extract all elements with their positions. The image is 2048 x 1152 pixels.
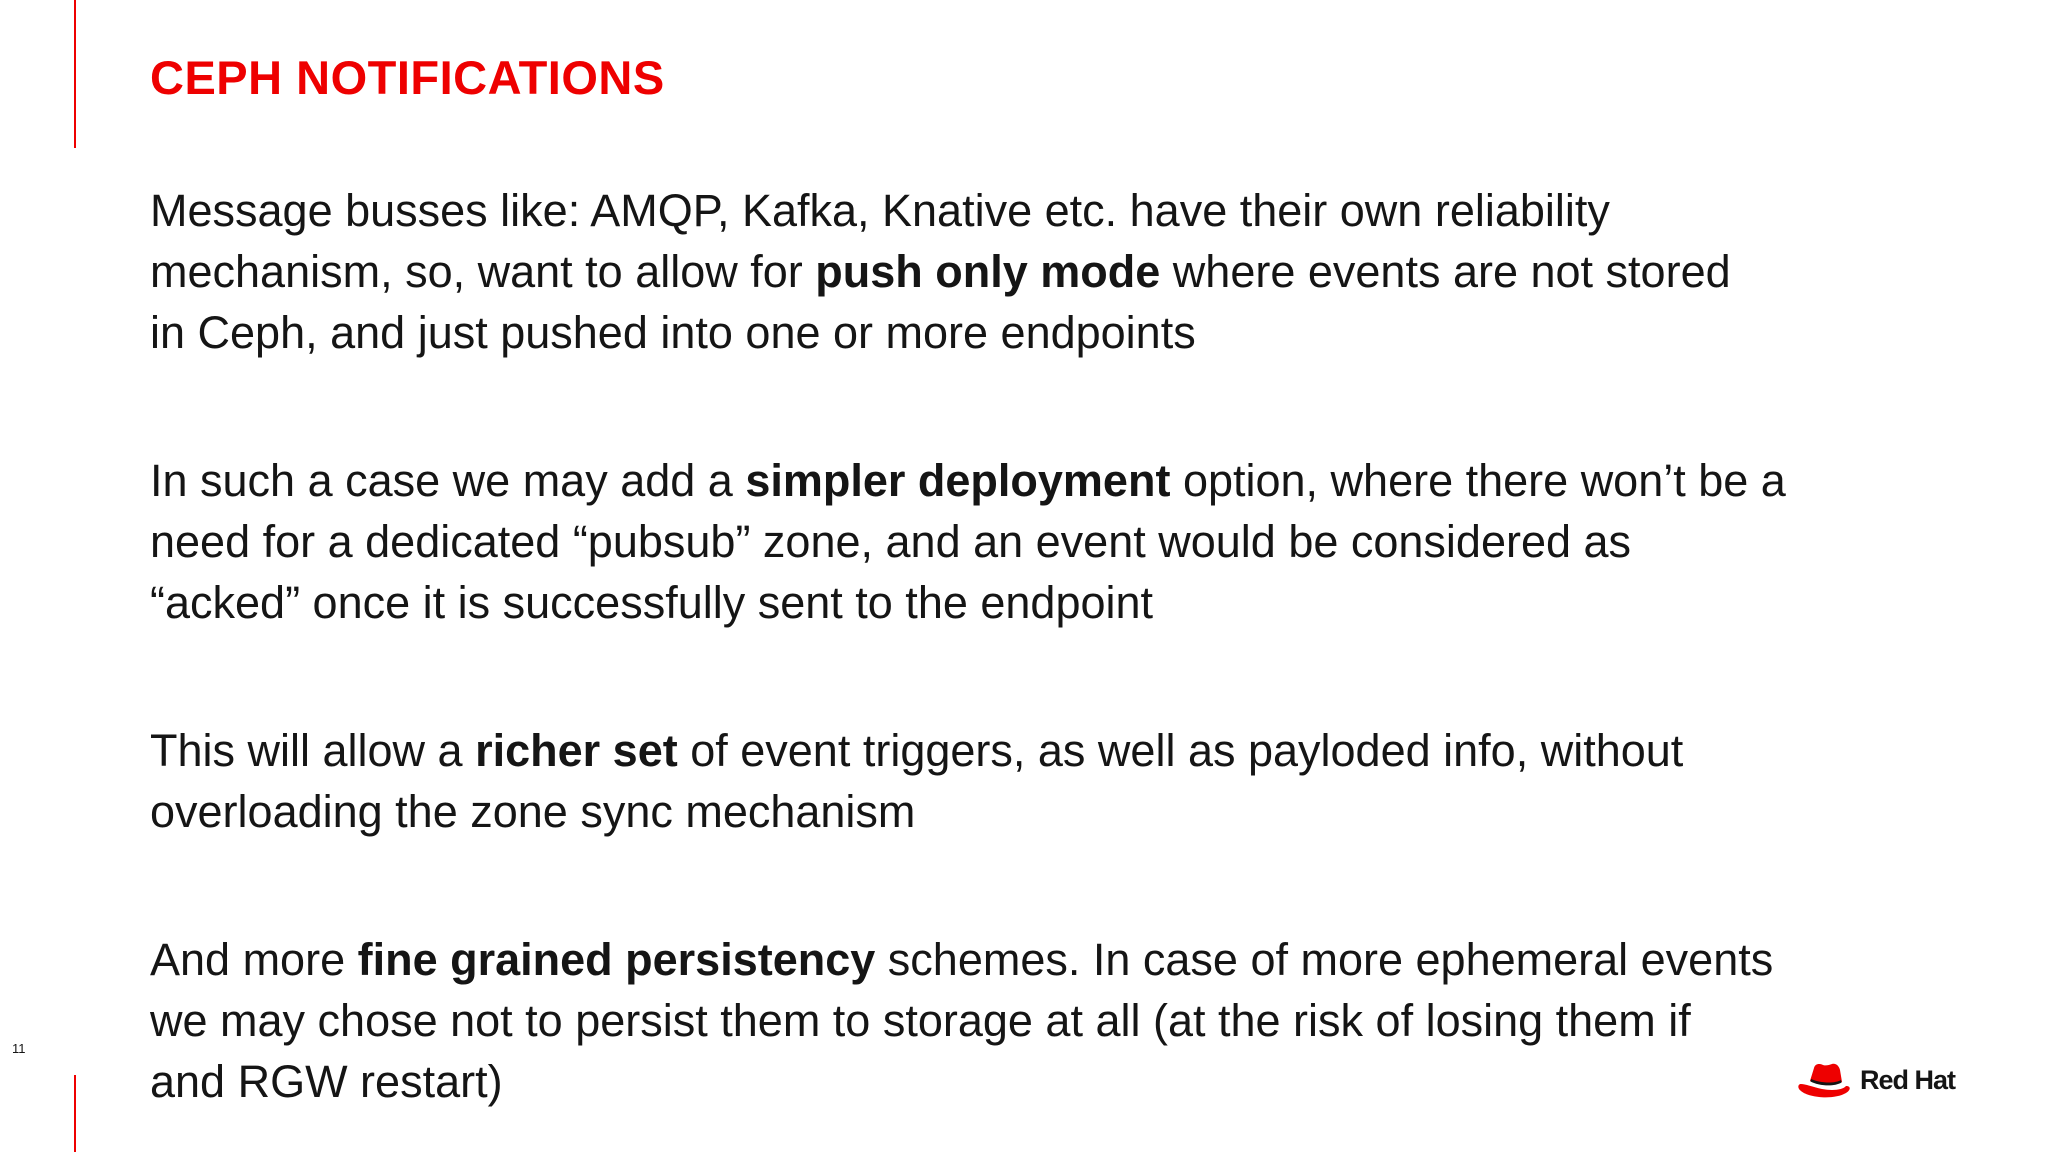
paragraph-4 bbox=[150, 929, 1990, 1112]
red-hat-logo bbox=[1796, 1060, 1955, 1100]
emphasis-simpler-deployment: simpler deployment bbox=[745, 455, 1171, 506]
slide-title: CEPH NOTIFICATIONS bbox=[150, 51, 665, 104]
paragraph-line: In such a case we may add a simpler deployment option, where there won’t be a bbox=[150, 455, 1786, 506]
paragraph-1 bbox=[150, 180, 1990, 363]
paragraph-line: And more fine grained persistency schemes. In case of more ephemeral events bbox=[150, 934, 1774, 985]
top-accent-line bbox=[74, 0, 76, 148]
emphasis-richer-set: richer set bbox=[475, 725, 678, 776]
slide-content bbox=[150, 180, 1990, 1112]
paragraph-line: mechanism, so, want to allow for push only mode where events are not stored bbox=[150, 246, 1731, 297]
page-number: 11 bbox=[12, 1041, 26, 1056]
red-hat-fedora-icon bbox=[1796, 1060, 1852, 1100]
paragraph-3 bbox=[150, 720, 1990, 842]
emphasis-fine-grained-persistency: fine grained persistency bbox=[357, 934, 876, 985]
paragraph-line: in Ceph, and just pushed into one or more endpoints bbox=[150, 307, 1196, 358]
paragraph-line: we may chose not to persist them to storage at all (at the risk of losing them if bbox=[150, 995, 1691, 1046]
paragraph-2 bbox=[150, 450, 1990, 633]
paragraph-line: need for a dedicated “pubsub” zone, and an event would be considered as bbox=[150, 516, 1632, 567]
red-hat-logo-text: Red Hat bbox=[1860, 1064, 1956, 1095]
emphasis-push-only-mode: push only mode bbox=[815, 246, 1161, 297]
paragraph-line: “acked” once it is successfully sent to the endpoint bbox=[150, 577, 1154, 628]
paragraph-line: overloading the zone sync mechanism bbox=[150, 786, 916, 837]
paragraph-line: This will allow a richer set of event triggers, as well as payloded info, without bbox=[150, 725, 1684, 776]
paragraph-line: Message busses like: AMQP, Kafka, Knative etc. have their own reliability bbox=[150, 185, 1610, 236]
bottom-accent-line bbox=[74, 1075, 76, 1152]
paragraph-line: and RGW restart) bbox=[150, 1056, 503, 1107]
